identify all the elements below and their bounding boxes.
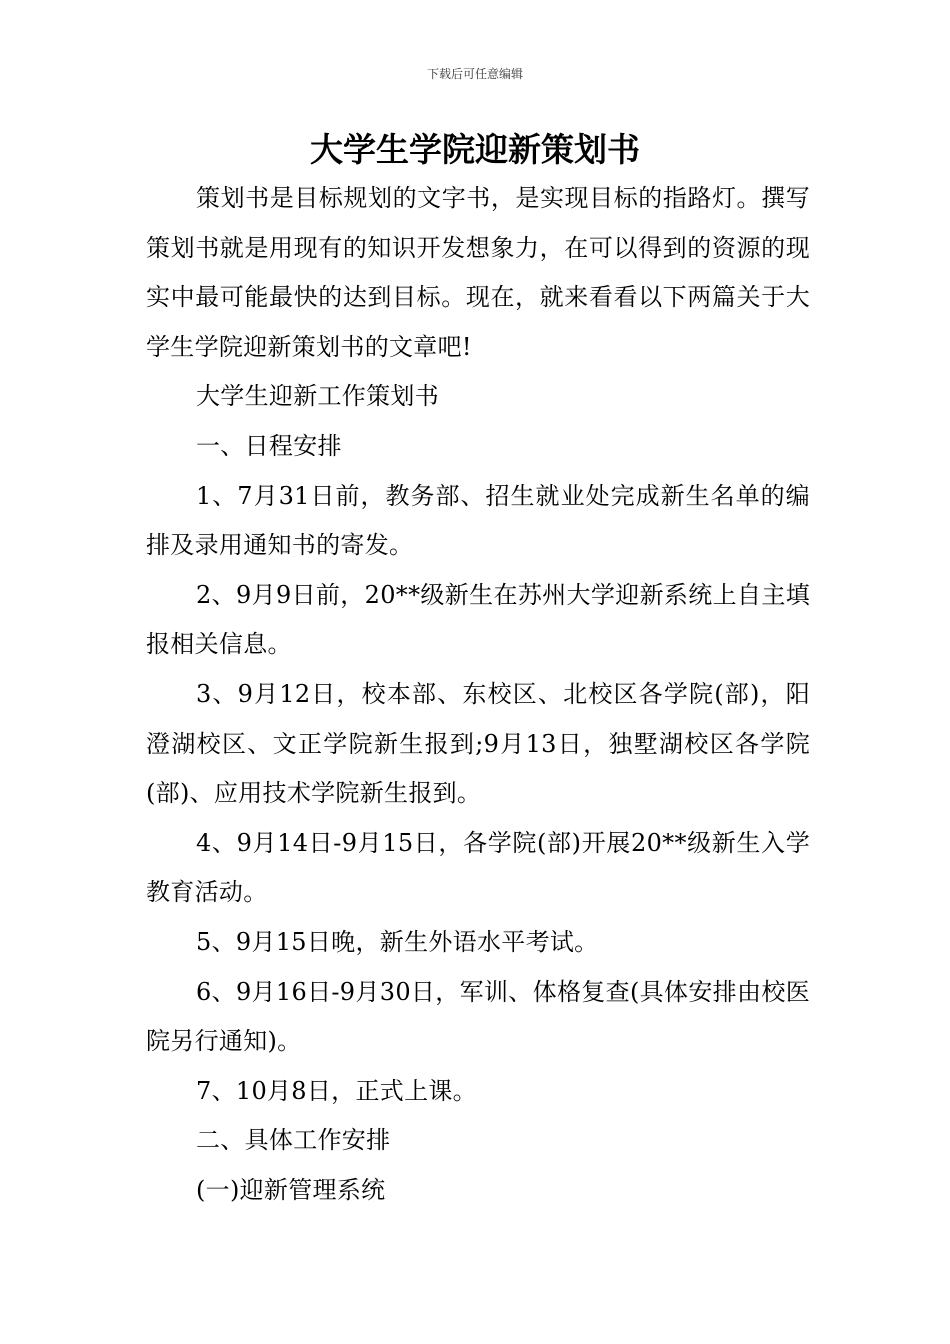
subsection-heading-system: (一)迎新管理系统 bbox=[196, 1175, 386, 1204]
subtitle-paragraph: 大学生迎新工作策划书 bbox=[196, 382, 439, 411]
page-header-note: 下载后可任意编辑 bbox=[426, 67, 523, 81]
intro-paragraph: 策划书是目标规划的文字书，是实现目标的指路灯。撰写策划书就是用现有的知识开发想象力，在可以得到的资源的现实中最可能最快的达到目标。现在，就来看看以下两篇关于大学生学院迎新策划书的文章吧! bbox=[146, 184, 810, 361]
schedule-item-2: 2、9月9日前，20**级新生在苏州大学迎新系统上自主填报相关信息。 bbox=[146, 580, 810, 659]
document-title: 大学生学院迎新策划书 bbox=[310, 130, 640, 169]
schedule-item-3: 3、9月12日，校本部、东校区、北校区各学院(部)，阳澄湖校区、文正学院新生报到;9月13日，独墅湖校区各学院(部)、应用技术学院新生报到。 bbox=[146, 679, 810, 808]
schedule-item-6: 6、9月16日-9月30日，军训、体格复查(具体安排由校医院另行通知)。 bbox=[146, 977, 810, 1056]
schedule-item-4: 4、9月14日-9月15日，各学院(部)开展20**级新生入学教育活动。 bbox=[146, 828, 810, 907]
schedule-item-1: 1、7月31日前，教务部、招生就业处完成新生名单的编排及录用通知书的寄发。 bbox=[146, 481, 810, 560]
section-heading-schedule: 一、日程安排 bbox=[196, 431, 342, 460]
document-body bbox=[146, 174, 810, 1215]
section-heading-work: 二、具体工作安排 bbox=[196, 1126, 391, 1155]
schedule-item-5: 5、9月15日晚，新生外语水平考试。 bbox=[196, 927, 599, 956]
schedule-item-7: 7、10月8日，正式上课。 bbox=[196, 1076, 477, 1105]
